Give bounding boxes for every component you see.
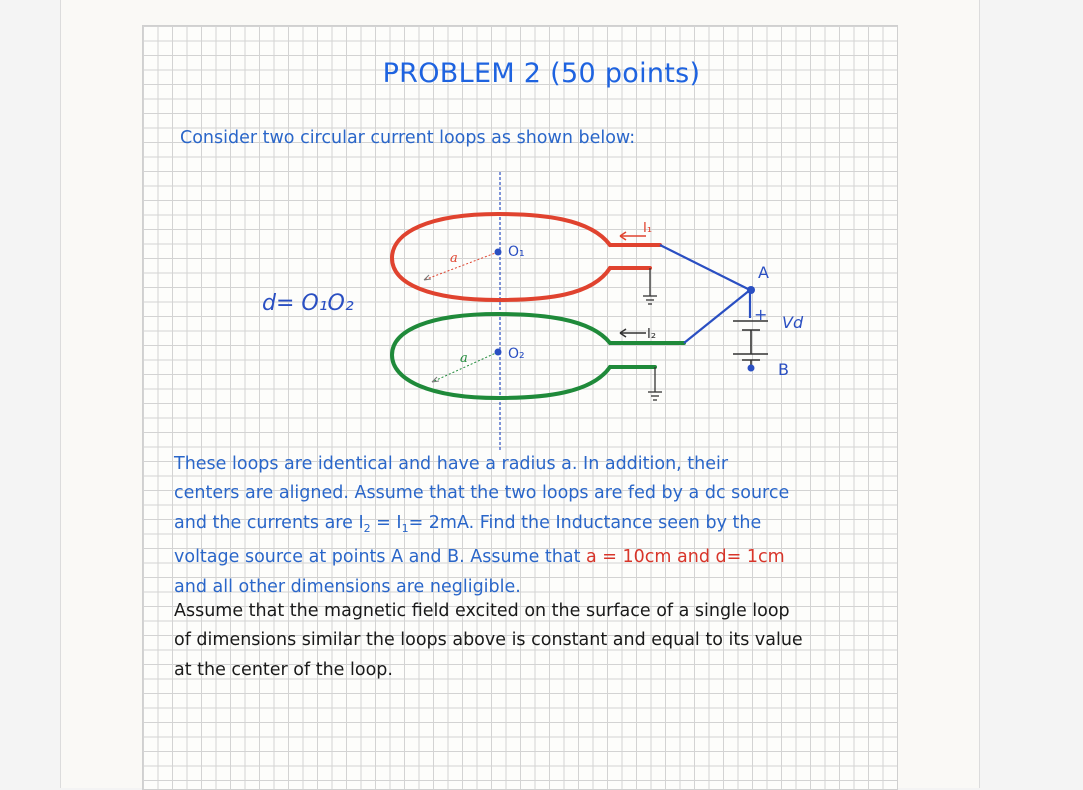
radius-label-1: a [450, 251, 458, 266]
problem-title: PROBLEM 2 (50 points) [382, 58, 701, 89]
problem-paragraph-2 [174, 597, 854, 685]
radius-line-1 [424, 252, 498, 280]
source-wires [660, 245, 750, 343]
loop-1 [392, 214, 660, 300]
para1-line4: voltage source at points A and B. Assume that a = 10cm and d= 1cm [174, 547, 785, 568]
plus-sign: + [754, 305, 768, 324]
voltage-source-icon [733, 321, 768, 368]
para1-line5: and all other dimensions are negligible. [174, 576, 521, 597]
para1-line2: centers are aligned. Assume that the two loops are fed by a dc source [174, 483, 790, 504]
current-2-label: I₂ [647, 327, 657, 342]
loop-2 [392, 314, 684, 398]
problem-paragraph-1 [174, 450, 854, 602]
radius-label-2: a [460, 351, 468, 366]
center-o2-dot [495, 349, 502, 356]
center-o2-label: O₂ [508, 346, 525, 362]
intro-text: Consider two circular current loops as shown below: [180, 128, 636, 148]
point-a-label: A [758, 263, 769, 282]
ground-icon [643, 268, 657, 304]
ground-icon [648, 367, 662, 400]
point-a-dot [747, 286, 755, 294]
d-definition-label: d= O₁O₂ [262, 291, 354, 316]
current-1-label: I₁ [643, 221, 653, 236]
center-o1-label: O₁ [508, 244, 525, 260]
center-o1-dot [495, 249, 502, 256]
source-label: Vd [782, 313, 804, 332]
point-b-label: B [778, 360, 789, 379]
point-b-dot [748, 365, 755, 372]
para1-line1: These loops are identical and have a radius a. In addition, their [174, 454, 729, 474]
para1-line3: and the currents are $I_2 = I_1= 2mA$. Find the Inductance seen by the [174, 512, 762, 535]
given-values: a = 10cm and d= 1cm [586, 547, 785, 568]
para2-line2: of dimensions similar the loops above is constant and equal to its value [174, 630, 803, 651]
para2-line3: at the center of the loop. [174, 659, 393, 680]
para2-line1: Assume that the magnetic field excited on the surface of a single loop [174, 601, 790, 621]
current-2-arrow [620, 329, 646, 337]
